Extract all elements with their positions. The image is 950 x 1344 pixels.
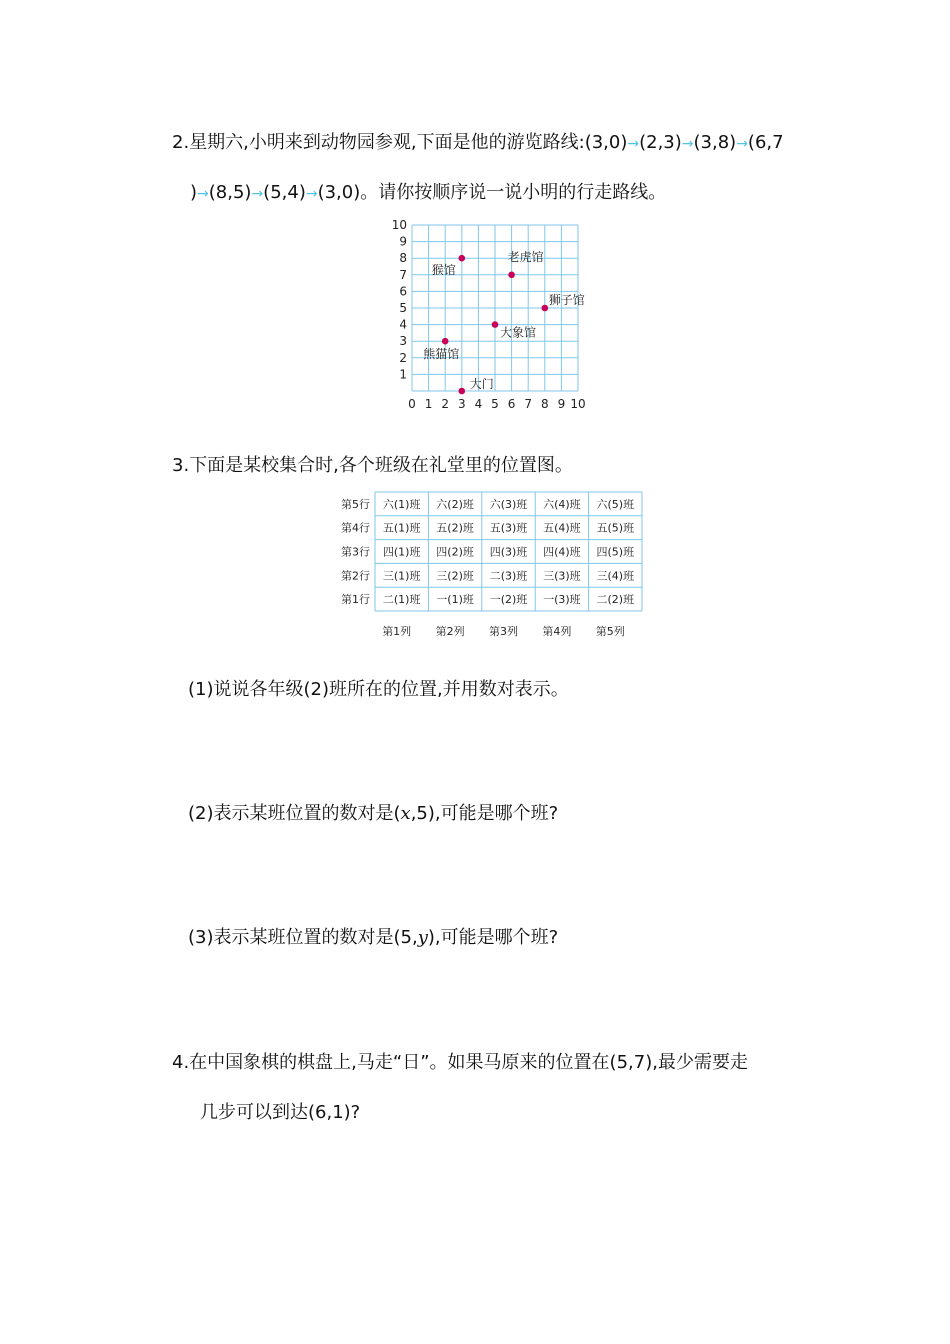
arrow-icon: → [251, 186, 264, 202]
variable-x: x [400, 803, 411, 824]
q2-text: 星期六,小明来到动物园参观,下面是他的游览路线: [189, 132, 585, 153]
column-label: 第5列 [595, 625, 625, 638]
y-tick-label: 4 [399, 317, 407, 332]
x-tick-label: 7 [524, 397, 533, 411]
q4-line1 [172, 1051, 748, 1075]
route-point: (8,5) [208, 182, 252, 203]
route-point: (3,0) [317, 182, 361, 203]
x-tick-label: 0 [408, 397, 416, 411]
class-cell: 四(2)班 [436, 545, 474, 559]
row-label: 第3行 [341, 545, 370, 559]
class-cell: 三(1)班 [382, 569, 421, 583]
y-tick-label: 6 [399, 284, 407, 299]
location-point [508, 272, 515, 279]
class-cell: 五(1)班 [382, 521, 421, 535]
q3-sub3 [188, 926, 558, 950]
location-label: 大门 [469, 377, 494, 391]
class-cell: 五(2)班 [436, 521, 474, 535]
x-tick-label: 8 [540, 397, 549, 411]
location-point [459, 255, 466, 262]
q3-text: 下面是某校集合时,各个班级在礼堂里的位置图。 [189, 455, 573, 476]
x-tick-label: 1 [424, 397, 433, 411]
q2-line1 [172, 131, 784, 156]
location-label: 大象馆 [500, 325, 537, 340]
q4-line2: 几步可以到达(6,1)? [200, 1102, 361, 1123]
q3-line [172, 454, 573, 478]
class-cell: 二(3)班 [489, 569, 528, 583]
class-cell: 四(1)班 [382, 545, 421, 559]
q2-tail: 。请你按顺序说一说小明的行走路线。 [360, 182, 667, 203]
class-cell: 三(2)班 [436, 569, 474, 583]
location-label: 熊猫馆 [423, 347, 460, 362]
x-tick-label: 9 [557, 397, 566, 411]
route-point: (2,3) [639, 132, 682, 153]
class-cell: 六(1)班 [382, 497, 421, 511]
y-tick-label: 2 [399, 350, 407, 365]
arrow-icon: → [305, 186, 318, 202]
q3-sub2 [188, 802, 558, 826]
q2-number: 2. [172, 132, 190, 153]
class-cell: 五(4)班 [543, 521, 581, 535]
column-label: 第2列 [435, 625, 465, 638]
x-tick-label: 6 [507, 397, 516, 411]
route-point: (3,8) [693, 132, 737, 153]
class-cell: 二(1)班 [382, 593, 421, 607]
q3-number: 3. [172, 455, 190, 476]
location-point [492, 321, 499, 328]
class-cell: 一(1)班 [436, 593, 474, 607]
y-tick-label: 3 [399, 334, 407, 349]
x-tick-label: 2 [441, 397, 450, 411]
zoo-coordinate-grid [380, 212, 620, 417]
x-tick-label: 10 [570, 397, 586, 411]
class-cell: 四(3)班 [489, 545, 528, 559]
location-point [459, 388, 466, 395]
class-cell: 四(5)班 [596, 545, 635, 559]
class-cell: 四(4)班 [543, 545, 581, 559]
column-label: 第3列 [489, 625, 518, 638]
class-cell: 六(2)班 [436, 497, 474, 511]
route-point: (5,4) [263, 182, 306, 203]
variable-y: y [417, 927, 428, 948]
row-label: 第1行 [341, 593, 370, 607]
class-cell: 六(5)班 [596, 497, 635, 511]
class-cell: 一(2)班 [489, 593, 528, 607]
column-label: 第1列 [382, 625, 412, 638]
class-cell: 五(3)班 [489, 521, 528, 535]
q3-sub2-tail: ,5),可能是哪个班? [410, 803, 559, 824]
row-label: 第5行 [341, 497, 370, 511]
x-tick-label: 3 [457, 397, 466, 411]
x-tick-label: 4 [474, 397, 483, 411]
location-label: 狮子馆 [548, 293, 585, 307]
class-cell: 一(3)班 [543, 593, 581, 607]
class-cell: 六(3)班 [489, 497, 528, 511]
route-point: (3,0) [584, 132, 628, 153]
y-tick-label: 10 [391, 218, 407, 232]
location-point [442, 338, 449, 345]
y-tick-label: 9 [399, 234, 407, 249]
route-point: (6,7 [747, 132, 784, 153]
q3-sub2-text: (2)表示某班位置的数对是( [188, 803, 401, 824]
column-label: 第4列 [542, 625, 572, 638]
class-cell: 五(5)班 [596, 521, 635, 535]
y-tick-label: 8 [399, 251, 407, 266]
row-label: 第2行 [341, 569, 370, 583]
class-cell: 六(4)班 [543, 497, 581, 511]
q4-number: 4. [172, 1052, 190, 1073]
arrow-icon: → [627, 136, 640, 152]
location-label: 猴馆 [431, 263, 456, 278]
class-cell: 三(4)班 [596, 569, 635, 583]
row-label: 第4行 [341, 521, 370, 535]
q2-line2 [190, 181, 666, 206]
q4-text: 在中国象棋的棋盘上,马走“日”。如果马原来的位置在(5,7),最少需要走 [189, 1052, 748, 1073]
q3-sub3-text: (3)表示某班位置的数对是(5, [188, 927, 418, 948]
arrow-icon: → [736, 136, 748, 152]
class-position-table [326, 488, 656, 640]
x-tick-label: 5 [491, 397, 499, 411]
route-point: ) [190, 182, 198, 203]
class-cell: 三(3)班 [543, 569, 581, 583]
class-cell: 二(2)班 [596, 593, 635, 607]
location-label: 老虎馆 [507, 249, 544, 264]
arrow-icon: → [197, 186, 209, 202]
location-point [542, 305, 549, 312]
y-tick-label: 7 [399, 267, 407, 282]
arrow-icon: → [681, 136, 694, 152]
y-tick-label: 5 [399, 301, 407, 315]
q3-sub3-tail: ),可能是哪个班? [427, 927, 559, 948]
y-tick-label: 1 [399, 367, 407, 382]
q3-sub1: (1)说说各年级(2)班所在的位置,并用数对表示。 [188, 679, 569, 700]
